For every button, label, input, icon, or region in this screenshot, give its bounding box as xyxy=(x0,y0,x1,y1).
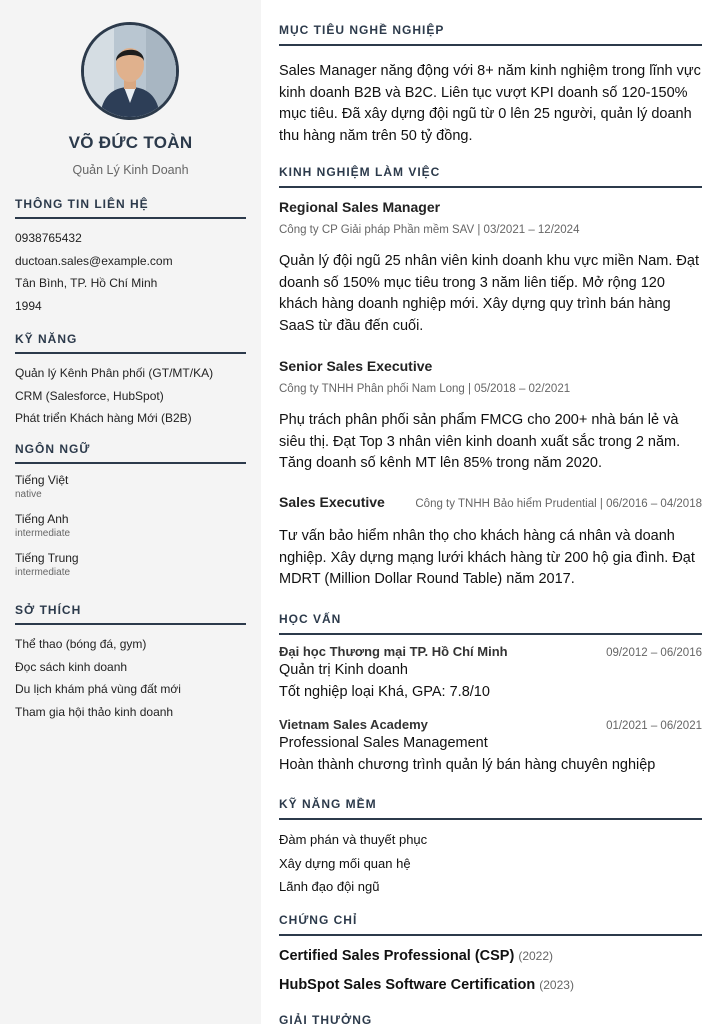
job-description: Quản lý đội ngũ 25 nhân viên kinh doanh khu vực miền Nam. Đạt doanh số 150% mục tiêu trong 3 năm liên tiếp. Mở rộng 120 khách hàng doanh nghiệp mới. Xây dựng quy trình bán hàng SaaS từ đầu đến cuối. xyxy=(279,253,699,334)
soft-skills-section xyxy=(279,797,702,899)
job-title: Senior Sales Executive xyxy=(279,358,433,374)
education-section xyxy=(279,612,702,635)
language-name: Tiếng Việt xyxy=(15,473,69,487)
job-description: Phụ trách phân phối sản phẩm FMCG cho 200+ nhà bán lẻ và siêu thị. Đạt Top 3 nhân viên kinh doanh xuất sắc trong 2 năm. Tăng doanh số kênh MT lên 85% trong năm 2020. xyxy=(279,412,681,471)
education-date: 01/2021 – 06/2021 xyxy=(606,720,702,732)
awards-section xyxy=(279,1013,702,1024)
sidebar xyxy=(0,0,261,1024)
education-entry xyxy=(279,717,702,776)
education-school: Vietnam Sales Academy xyxy=(279,717,428,732)
job-title: Regional Sales Manager xyxy=(279,199,441,215)
experience-section xyxy=(279,165,702,188)
job-title: Sales Executive xyxy=(279,494,385,510)
languages-section xyxy=(15,442,246,589)
profile-photo xyxy=(84,25,176,117)
education-note: Tốt nghiệp loại Khá, GPA: 7.8/10 xyxy=(279,684,490,700)
language-name: Tiếng Anh xyxy=(15,512,69,526)
education-entry xyxy=(279,644,702,703)
hobby-item: Tham gia hội thảo kinh doanh xyxy=(15,704,174,719)
certificates-heading: CHỨNG CHỈ xyxy=(279,913,702,936)
contact-heading: THÔNG TIN LIÊN HỆ xyxy=(15,197,246,219)
certificate-name: Certified Sales Professional (CSP) xyxy=(279,948,515,964)
hobbies-heading: SỞ THÍCH xyxy=(15,603,246,625)
contact-phone: 0938765432 xyxy=(15,231,82,245)
education-major: Quản trị Kinh doanh xyxy=(279,662,408,678)
avatar xyxy=(81,22,179,120)
hobby-item: Thể thao (bóng đá, gym) xyxy=(15,637,147,651)
objective-heading: MỤC TIÊU NGHỀ NGHIỆP xyxy=(279,23,702,46)
language-level: intermediate xyxy=(15,567,71,578)
skill-item: Phát triển Khách hàng Mới (B2B) xyxy=(15,411,192,425)
education-note: Hoàn thành chương trình quản lý bán hàng chuyên nghiệp xyxy=(279,757,656,773)
job-entry xyxy=(279,199,702,337)
profile-title: Quản Lý Kinh Doanh xyxy=(72,163,189,177)
objective-text: Sales Manager năng động với 8+ năm kinh nghiệm trong lĩnh vực kinh doanh B2B và B2C. Liên tục vượt KPI doanh số 120-150% mục tiêu. Đã xây dựng đội ngũ từ 0 lên 25 người, quản lý doanh thu hàng năm trên 50 tỷ đồng. xyxy=(279,63,701,144)
hobbies-section xyxy=(15,603,246,723)
awards-heading: GIẢI THƯỞNG xyxy=(279,1013,702,1024)
job-entry xyxy=(279,494,702,591)
profile-name: VÕ ĐỨC TOÀN xyxy=(68,133,193,152)
skills-heading: KỸ NĂNG xyxy=(15,332,246,354)
soft-skill-item: Xây dựng mối quan hệ xyxy=(279,855,411,871)
skill-item: Quản lý Kênh Phân phối (GT/MT/KA) xyxy=(15,366,214,380)
language-level: intermediate xyxy=(15,528,71,539)
skills-section xyxy=(15,332,246,430)
skill-item: CRM (Salesforce, HubSpot) xyxy=(15,388,164,403)
objective-section xyxy=(279,23,702,147)
education-school: Đại học Thương mại TP. Hồ Chí Minh xyxy=(279,644,508,659)
contact-email: ductoan.sales@example.com xyxy=(15,253,173,268)
certificate-item xyxy=(279,971,702,1000)
certificate-name: HubSpot Sales Software Certification xyxy=(279,977,536,993)
job-meta: Công ty TNHH Phân phối Nam Long | 05/2018 – 02/2021 xyxy=(279,383,571,395)
certificates-section xyxy=(279,913,702,1000)
soft-skill-item: Lãnh đạo đội ngũ xyxy=(279,879,380,894)
certificate-year: (2022) xyxy=(518,949,554,963)
job-description: Tư vấn bảo hiểm nhân thọ cho khách hàng cá nhân và doanh nghiệp. Xây dựng mạng lưới khách hàng từ 200 hộ gia đình. Đạt MDRT (Million Dollar Round Table) năm 2017. xyxy=(279,528,695,587)
hobby-item: Đọc sách kinh doanh xyxy=(15,659,128,674)
certificate-item xyxy=(279,942,702,971)
hobby-item: Du lịch khám phá vùng đất mới xyxy=(15,682,181,696)
contact-address: Tân Bình, TP. Hồ Chí Minh xyxy=(15,276,158,290)
education-major: Professional Sales Management xyxy=(279,735,488,751)
job-meta: Công ty TNHH Bảo hiểm Prudential | 06/2016 – 04/2018 xyxy=(415,498,702,510)
education-date: 09/2012 – 06/2016 xyxy=(606,647,702,659)
soft-skill-item: Đàm phán và thuyết phục xyxy=(279,832,428,847)
language-level: native xyxy=(15,489,42,500)
experience-heading: KINH NGHIỆM LÀM VIỆC xyxy=(279,165,702,188)
soft-skills-heading: KỸ NĂNG MỀM xyxy=(279,797,702,820)
contact-birth-year: 1994 xyxy=(15,298,42,313)
contact-section xyxy=(15,197,246,317)
job-entry xyxy=(279,358,702,475)
job-meta: Công ty CP Giải pháp Phần mềm SAV | 03/2021 – 12/2024 xyxy=(279,224,580,236)
languages-heading: NGÔN NGỮ xyxy=(15,442,246,464)
education-heading: HỌC VẤN xyxy=(279,612,702,635)
language-name: Tiếng Trung xyxy=(15,551,79,565)
certificate-year: (2023) xyxy=(539,978,574,992)
